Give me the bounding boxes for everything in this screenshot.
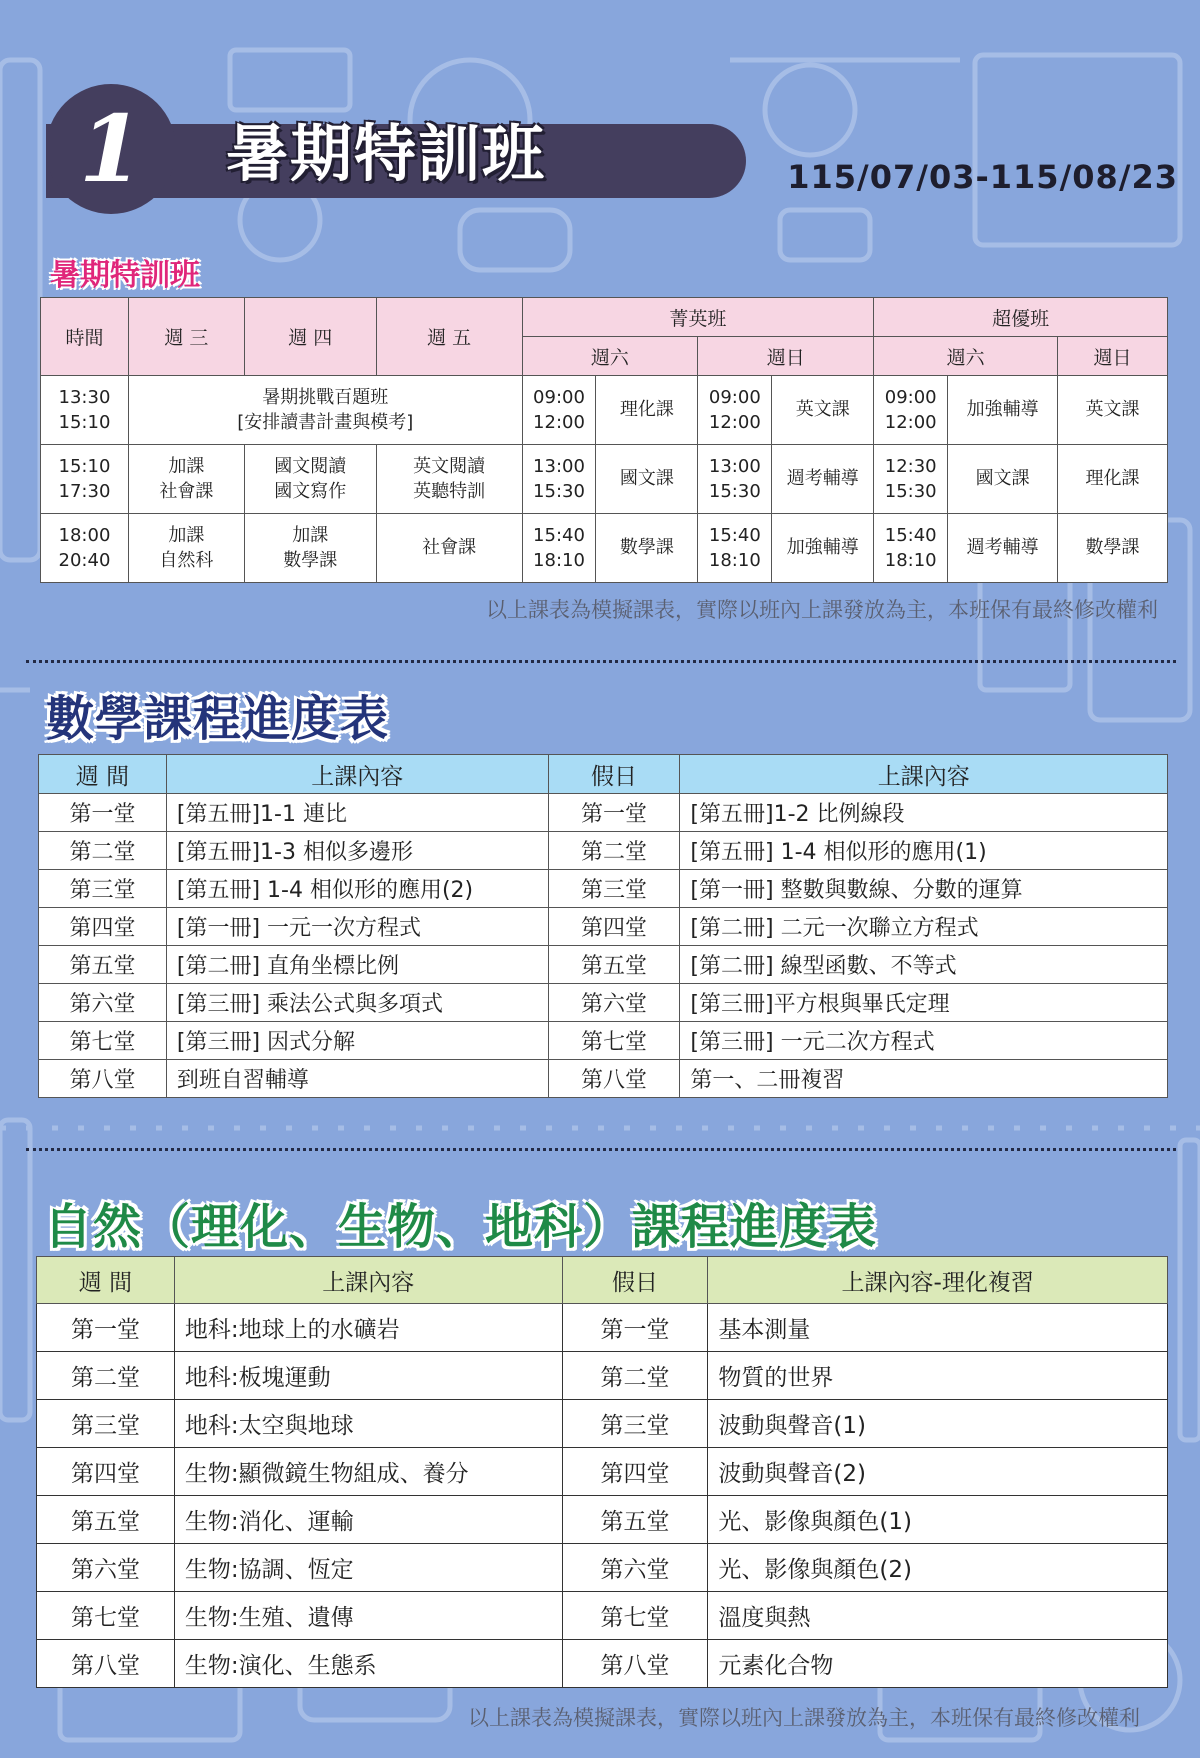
course-line: 英聽特訓 [413, 481, 486, 502]
time-end: 12:00 [533, 412, 585, 433]
weekday-session-cell: 第三堂 [37, 1400, 175, 1448]
course-cell: 週考輔導 [948, 514, 1058, 583]
header-time: 時間 [41, 298, 129, 376]
holiday-content-cell: 光、影像與顏色(2) [708, 1544, 1168, 1592]
content-cell: [第五冊] 1-4 相似形的應用(2) [166, 870, 548, 908]
holiday-content-cell: [第三冊] 一元二次方程式 [680, 1022, 1168, 1060]
header-holiday-content: 上課內容-理化複習 [708, 1257, 1168, 1304]
course-line: 國文寫作 [274, 481, 347, 502]
table-row [39, 832, 1168, 870]
weekday-session-cell: 第五堂 [39, 946, 167, 984]
holiday-session-cell: 第二堂 [562, 1352, 708, 1400]
time-end: 12:00 [708, 412, 761, 433]
course-line: 暑期挑戰百題班 [262, 386, 389, 408]
content-cell: 地科:板塊運動 [174, 1352, 562, 1400]
header-holiday-content: 上課內容 [680, 755, 1168, 794]
time-end: 18:10 [884, 550, 937, 571]
science-disclaimer: 以上課表為模擬課表，實際以班內上課發放為主，本班保有最終修改權利 [468, 1706, 1140, 1730]
header-thu: 週 四 [244, 298, 376, 376]
table-row [37, 1640, 1168, 1688]
header-weekday: 週 間 [37, 1257, 175, 1304]
content-cell: [第一冊] 一元一次方程式 [166, 908, 548, 946]
math-progress-table [38, 754, 1168, 1098]
dotted-divider [26, 1148, 1176, 1151]
time-cell [522, 514, 596, 583]
content-cell: 到班自習輔導 [166, 1060, 548, 1098]
weekday-session-cell: 第四堂 [37, 1448, 175, 1496]
holiday-session-cell: 第三堂 [548, 870, 680, 908]
course-line: 英文閱讀 [413, 455, 486, 477]
holiday-content-cell: [第五冊] 1-4 相似形的應用(1) [680, 832, 1168, 870]
holiday-content-cell: 元素化合物 [708, 1640, 1168, 1688]
date-range: 115/07/03-115/08/23 [787, 158, 1178, 196]
course-line: 自然科 [159, 550, 214, 571]
holiday-content-cell: [第二冊] 二元一次聯立方程式 [680, 908, 1168, 946]
header-holiday: 假日 [548, 755, 680, 794]
time-start: 15:40 [708, 524, 761, 546]
holiday-session-cell: 第五堂 [548, 946, 680, 984]
course-cell: 加強輔導 [772, 514, 874, 583]
holiday-content-cell: 溫度與熱 [708, 1592, 1168, 1640]
time-cell [522, 376, 596, 445]
header-fri: 週 五 [376, 298, 522, 376]
holiday-content-cell: 光、影像與顏色(1) [708, 1496, 1168, 1544]
table-row [37, 1496, 1168, 1544]
holiday-session-cell: 第四堂 [562, 1448, 708, 1496]
holiday-content-cell: [第三冊]平方根與畢氏定理 [680, 984, 1168, 1022]
content-cell: [第五冊]1-1 連比 [166, 794, 548, 832]
course-line: 社會課 [159, 481, 214, 502]
time-start: 13:00 [708, 455, 761, 477]
time-end: 20:40 [58, 550, 111, 571]
math-table-body [39, 794, 1168, 1098]
content-cell: 地科:地球上的水礦岩 [174, 1304, 562, 1352]
course-line: 加課 [168, 455, 205, 477]
weekday-session-cell: 第二堂 [37, 1352, 175, 1400]
content-cell: [第三冊] 乘法公式與多項式 [166, 984, 548, 1022]
content-cell: [第五冊]1-3 相似多邊形 [166, 832, 548, 870]
time-cell [874, 445, 948, 514]
table-row [41, 445, 1168, 514]
time-start: 15:40 [533, 524, 585, 546]
time-start: 18:00 [58, 524, 111, 546]
weekday-session-cell: 第二堂 [39, 832, 167, 870]
table-row [37, 1592, 1168, 1640]
holiday-session-cell: 第四堂 [548, 908, 680, 946]
content-cell: 生物:協調、恆定 [174, 1544, 562, 1592]
content-cell: 生物:消化、運輸 [174, 1496, 562, 1544]
header-group-super: 超優班 [874, 298, 1168, 337]
time-start: 13:30 [58, 386, 111, 408]
table-row [37, 1448, 1168, 1496]
time-end: 18:10 [708, 550, 761, 571]
time-end: 12:00 [884, 412, 937, 433]
weekday-session-cell: 第一堂 [37, 1304, 175, 1352]
table-row [39, 870, 1168, 908]
header-super-sun: 週日 [1058, 337, 1168, 376]
time-cell [874, 514, 948, 583]
header-group-elite: 菁英班 [522, 298, 874, 337]
header-wed: 週 三 [128, 298, 244, 376]
course-cell [244, 445, 376, 514]
holiday-content-cell: 物質的世界 [708, 1352, 1168, 1400]
table-row [39, 794, 1168, 832]
content-cell: [第二冊] 直角坐標比例 [166, 946, 548, 984]
content-cell: 生物:顯微鏡生物組成、養分 [174, 1448, 562, 1496]
table-header-row [37, 1257, 1168, 1304]
weekday-session-cell: 第三堂 [39, 870, 167, 908]
table-row [41, 376, 1168, 445]
schedule-label: 暑期特訓班 [50, 258, 200, 293]
science-progress-table [36, 1256, 1168, 1688]
course-cell: 理化課 [596, 376, 698, 445]
holiday-session-cell: 第六堂 [548, 984, 680, 1022]
table-row [37, 1400, 1168, 1448]
time-start: 09:00 [533, 386, 585, 408]
table-row [39, 984, 1168, 1022]
schedule-disclaimer: 以上課表為模擬課表，實際以班內上課發放為主，本班保有最終修改權利 [486, 598, 1158, 622]
content-cell: 生物:生殖、遺傳 [174, 1592, 562, 1640]
time-cell [698, 445, 772, 514]
header-holiday: 假日 [562, 1257, 708, 1304]
course-cell: 數學課 [1058, 514, 1168, 583]
table-row [41, 514, 1168, 583]
course-line: 加課 [292, 524, 329, 546]
time-start: 15:10 [58, 455, 111, 477]
time-end: 15:10 [58, 412, 111, 433]
header-elite-sun: 週日 [698, 337, 874, 376]
time-end: 15:30 [533, 481, 585, 502]
time-cell [41, 376, 129, 445]
time-start: 13:00 [533, 455, 585, 477]
course-cell: 英文課 [772, 376, 874, 445]
dotted-divider [26, 660, 1176, 663]
section-number: 1 [78, 95, 143, 203]
weekday-session-cell: 第六堂 [37, 1544, 175, 1592]
time-end: 17:30 [58, 481, 111, 502]
holiday-content-cell: 波動與聲音(2) [708, 1448, 1168, 1496]
course-cell [244, 514, 376, 583]
math-section-title: 數學課程進度表 [46, 691, 390, 747]
table-row [39, 1022, 1168, 1060]
course-line: 加課 [168, 524, 205, 546]
time-cell [522, 445, 596, 514]
course-cell: 理化課 [1058, 445, 1168, 514]
holiday-session-cell: 第六堂 [562, 1544, 708, 1592]
science-section-title: 自然（理化、生物、地科）課程進度表 [44, 1199, 878, 1255]
holiday-content-cell: 第一、二冊複習 [680, 1060, 1168, 1098]
time-cell [698, 376, 772, 445]
holiday-content-cell: 波動與聲音(1) [708, 1400, 1168, 1448]
holiday-content-cell: [第一冊] 整數與數線、分數的運算 [680, 870, 1168, 908]
time-end: 18:10 [533, 550, 585, 571]
merged-course-cell [128, 376, 522, 445]
time-end: 15:30 [708, 481, 761, 502]
science-table-body [37, 1304, 1168, 1688]
holiday-session-cell: 第三堂 [562, 1400, 708, 1448]
header-content: 上課內容 [166, 755, 548, 794]
time-start: 15:40 [884, 524, 937, 546]
weekday-session-cell: 第四堂 [39, 908, 167, 946]
time-end: 15:30 [884, 481, 937, 502]
course-cell: 國文課 [596, 445, 698, 514]
content-cell: 地科:太空與地球 [174, 1400, 562, 1448]
time-start: 12:30 [884, 455, 937, 477]
holiday-content-cell: [第二冊] 線型函數、不等式 [680, 946, 1168, 984]
course-cell [128, 514, 244, 583]
holiday-session-cell: 第五堂 [562, 1496, 708, 1544]
table-header-row [41, 298, 1168, 337]
page-title: 暑期特訓班 [226, 117, 547, 190]
course-cell: 數學課 [596, 514, 698, 583]
header-elite-sat: 週六 [522, 337, 698, 376]
weekday-session-cell: 第六堂 [39, 984, 167, 1022]
holiday-session-cell: 第七堂 [548, 1022, 680, 1060]
holiday-session-cell: 第一堂 [548, 794, 680, 832]
course-cell: 英文課 [1058, 376, 1168, 445]
weekday-session-cell: 第七堂 [37, 1592, 175, 1640]
holiday-session-cell: 第八堂 [562, 1640, 708, 1688]
time-cell [874, 376, 948, 445]
weekday-session-cell: 第八堂 [39, 1060, 167, 1098]
holiday-session-cell: 第七堂 [562, 1592, 708, 1640]
table-row [37, 1544, 1168, 1592]
course-line: 國文閱讀 [274, 455, 347, 477]
holiday-content-cell: [第五冊]1-2 比例線段 [680, 794, 1168, 832]
time-cell [698, 514, 772, 583]
weekday-session-cell: 第八堂 [37, 1640, 175, 1688]
course-cell [128, 445, 244, 514]
table-header-row [39, 755, 1168, 794]
table-row [37, 1352, 1168, 1400]
time-start: 09:00 [884, 386, 937, 408]
table-row [39, 946, 1168, 984]
table-row [39, 908, 1168, 946]
time-cell [41, 445, 129, 514]
course-line: 數學課 [283, 550, 338, 571]
course-line: [安排讀書計畫與模考] [237, 412, 414, 433]
content-cell: 生物:演化、生態系 [174, 1640, 562, 1688]
header-content: 上課內容 [174, 1257, 562, 1304]
table-row [37, 1304, 1168, 1352]
holiday-session-cell: 第一堂 [562, 1304, 708, 1352]
time-cell [41, 514, 129, 583]
content-cell: [第三冊] 因式分解 [166, 1022, 548, 1060]
time-start: 09:00 [708, 386, 761, 408]
course-cell [376, 445, 522, 514]
course-cell: 國文課 [948, 445, 1058, 514]
weekday-session-cell: 第五堂 [37, 1496, 175, 1544]
holiday-session-cell: 第八堂 [548, 1060, 680, 1098]
weekday-session-cell: 第一堂 [39, 794, 167, 832]
schedule-table [40, 297, 1168, 583]
weekday-session-cell: 第七堂 [39, 1022, 167, 1060]
holiday-content-cell: 基本測量 [708, 1304, 1168, 1352]
course-cell: 社會課 [376, 514, 522, 583]
holiday-session-cell: 第二堂 [548, 832, 680, 870]
header-super-sat: 週六 [874, 337, 1058, 376]
course-cell: 週考輔導 [772, 445, 874, 514]
course-cell: 加強輔導 [948, 376, 1058, 445]
header-weekday: 週 間 [39, 755, 167, 794]
table-row [39, 1060, 1168, 1098]
